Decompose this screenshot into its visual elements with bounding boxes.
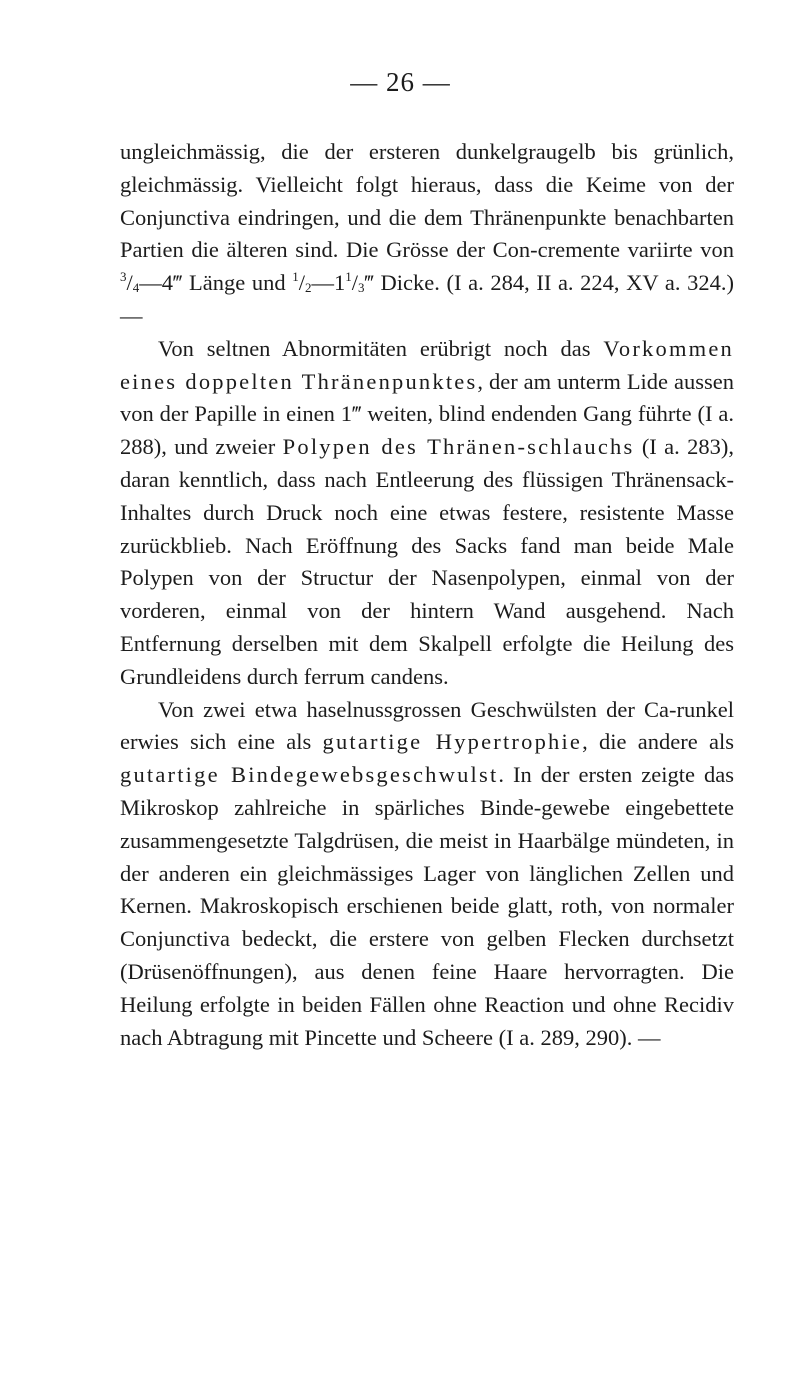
body-text: [120, 136, 734, 1054]
fraction-denominator: 2: [305, 280, 312, 296]
fraction-separator: /: [126, 270, 133, 296]
paragraph-2-text: weiten, blind endenden Gang führte (I a. 288), und zweier: [120, 401, 734, 460]
page-number: — 26 —: [350, 67, 451, 97]
paragraph-1-text: ungleichmässig, die der ersteren dunkelgraugelb bis grünlich, gleichmässig. Vielleicht folgt hieraus, dass die Keime von der Conjunctiva eindringen, und die dem Thränenpunkte benachbarten Partien die älteren sind. Die Grösse der Con-cremente variirte von: [120, 139, 734, 263]
lines-mark: ‴: [173, 270, 183, 296]
fraction-numerator: 3: [120, 269, 127, 285]
paragraph-2: [120, 333, 734, 694]
paragraph-1-text: Dicke. (I a. 284, II a. 224, XV a. 324.) —: [120, 270, 734, 328]
fraction-numerator: 1: [292, 269, 299, 285]
fraction-separator: /: [351, 270, 359, 296]
fraction-numerator: 1: [345, 269, 352, 285]
paragraph-3-text: . In der ersten zeigte das Mikroskop zahlreiche in spärliches Binde-gewebe eingebettete zusammengesetzte Talgdrüsen, die meist in Haarbälge mündeten, in der anderen ein gleichmässiges Lager von länglichen Zellen und Kernen. Makroskopisch erschienen beide glatt, roth, von normaler Conjunctiva bedeckt, die erstere von gelben Flecken durchsetzt (Drüsenöffnungen), aus denen feine Haare hervorragten. Die Heilung erfolgte in beiden Fällen ohne Reaction und ohne Recidiv nach Abtragung mit Pincette und Scheere (I a. 289, 290). —: [120, 762, 734, 1050]
fraction-separator: /: [298, 270, 305, 296]
paragraph-3-text: Von zwei etwa haselnussgrossen Geschwülsten der Ca-runkel erwies sich eine als: [120, 696, 734, 755]
emphasized-term: Vorkommen eines doppelten Thränenpunktes: [120, 335, 734, 394]
measure-text: —1: [311, 270, 346, 296]
paragraph-1: [120, 136, 734, 333]
emphasized-term: Polypen des Thränen-schlauchs: [282, 434, 635, 460]
emphasized-term: gutartige Hypertrophie: [322, 729, 583, 755]
lines-mark: ‴: [352, 401, 362, 427]
paragraph-2-text: (I a. 283), daran kenntlich, dass nach Entleerung des flüssigen Thränensack-Inhaltes durch Druck noch eine etwas festere, resistente Masse zurückblieb. Nach Eröffnung des Sacks fand man beide Male Polypen von der Structur der Nasenpolypen, einmal von der vorderen, einmal von der hintern Wand ausgehend. Nach Entfernung derselben mit dem Skalpell erfolgte die Heilung des Grundleidens durch ferrum candens.: [120, 434, 734, 689]
lines-mark: ‴: [364, 270, 374, 296]
fraction-denominator: 4: [132, 280, 140, 296]
paragraph-1-text: Länge und: [182, 270, 293, 296]
fraction-denominator: 3: [358, 280, 365, 296]
paragraph-3-text: , die andere als: [582, 729, 734, 755]
paragraph-2-text: , der am unterm Lide aussen von der Papille in einen 1: [120, 368, 734, 427]
measure-text: —4: [139, 270, 174, 296]
paragraph-3: [120, 694, 734, 1055]
paragraph-2-text: Von seltnen Abnormitäten erübrigt noch das: [158, 335, 604, 361]
emphasized-term: gutartige Bindegewebsgeschwulst: [120, 762, 499, 788]
